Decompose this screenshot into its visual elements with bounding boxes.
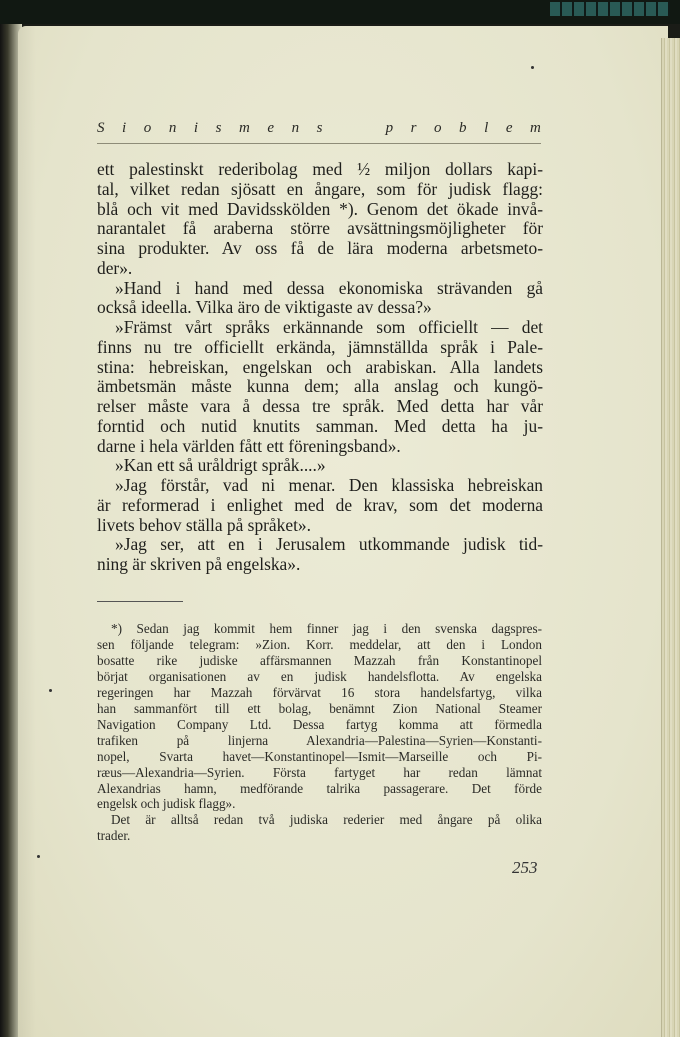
text-line: tal, vilket redan sjösatt en ångare, som för judisk flagg:	[97, 178, 543, 199]
footnote-line: Det är alltså redan två judiska rederier med ångare på olika	[111, 812, 542, 828]
footnote-line: nopel, Svarta havet—Konstantinopel—Ismit—Marseille och Pi-	[97, 748, 542, 764]
text-line: »Kan ett så uråldrigt språk....»	[115, 455, 326, 476]
text-line: blå och vit med Davidsskölden *). Genom det ökade invå-	[97, 198, 543, 219]
text-line: »Hand i hand med dessa ekonomiska strävanden gå	[115, 277, 543, 298]
text-line: »Jag ser, att en i Jerusalem utkommande judisk tid-	[115, 534, 543, 555]
text-line: »Främst vårt språks erkännande som officiellt — det	[115, 317, 543, 337]
running-head-letter: e	[267, 120, 275, 136]
running-head-letter: i	[193, 120, 199, 136]
page-number: 253	[512, 858, 538, 877]
text-line: sina produkter. Av oss få de lära moderna arbetsmeto-	[97, 238, 543, 258]
running-head-letter: s	[316, 120, 323, 136]
running-head-letter: s	[215, 120, 222, 136]
footnote-line: Navigation Company Ltd. Dessa fartyg komma att förmedla	[97, 716, 542, 732]
footnote-line: börjat organisationen av en judisk handelsflotta. Av engelska	[97, 668, 542, 684]
running-head-letter: o	[434, 120, 442, 136]
footnote-line: *) Sedan jag kommit hem finner jag i den svenska dagspres-	[111, 621, 542, 636]
footnote-line: regeringen har Mazzah förvärvat 16 stora handelsfartyg, vilka	[97, 684, 542, 700]
text-line: också ideella. Vilka äro de viktigaste av dessa?»	[97, 297, 432, 318]
running-head	[97, 120, 541, 144]
footnote-line: engelsk och judisk flagg».	[97, 796, 236, 812]
text-line: livets behov ställa på språket».	[97, 514, 311, 535]
running-head-letter: m	[530, 120, 541, 136]
footnote	[97, 621, 542, 844]
running-head-letter: S	[97, 120, 105, 136]
page-speck	[531, 66, 534, 69]
footnote-rule	[97, 601, 183, 602]
footnote-line: sen följande telegram: »Zion. Korr. meddelar, att den i London	[97, 636, 542, 652]
text-line: finns nu tre officiellt erkända, jämnställda språk i Pale-	[97, 336, 543, 357]
body-text	[97, 160, 543, 575]
running-head-letter: l	[484, 120, 489, 136]
text-line: relser måste vara å dessa tre språk. Med detta har vår	[97, 396, 543, 416]
running-head-letter: n	[291, 120, 300, 136]
running-head-letter: r	[410, 120, 417, 136]
footnote-line: Alexandrias hamn, medförande talrika passagerare. Det förde	[97, 780, 542, 796]
running-head-letter: e	[505, 120, 513, 136]
footnote-line: bosatte rike judiske affärsmannen Mazzah från Konstantinopel	[97, 652, 542, 668]
page-stack-edge	[661, 38, 680, 1037]
text-line: narantalet få araberna större avsättningsmöjligheter för	[97, 218, 543, 239]
page-speck	[37, 855, 40, 858]
text-line: ämbetsmän måste kunna dem; alla anslag och kungö-	[97, 376, 543, 397]
text-line: ning är skriven på engelska».	[97, 554, 301, 574]
footnote-line: trader.	[97, 828, 131, 844]
footnote-line: ræus—Alexandria—Syrien. Första fartyget har redan lämnat	[97, 764, 542, 780]
text-line: ett palestinskt rederibolag med ½ miljon dollars kapi-	[97, 159, 543, 179]
scanner-top-strip	[0, 0, 680, 24]
text-line: är reformerad i enlighet med de krav, som det moderna	[97, 494, 543, 515]
running-head-letter: o	[143, 120, 152, 136]
text-line: »Jag förstår, vad ni menar. Den klassiska hebreiskan	[115, 475, 543, 495]
running-head-letter: n	[168, 120, 177, 136]
text-line: stina: hebreiskan, engelskan och arabiskan. Alla landets	[97, 356, 543, 377]
page-speck	[49, 689, 52, 692]
running-head-letter: m	[238, 120, 250, 136]
running-head-letter: i	[122, 120, 127, 136]
running-head-letter: p	[385, 120, 394, 136]
footnote-line: trafiken på linjerna Alexandria—Palestina—Syrien—Konstanti-	[97, 732, 542, 748]
footnote-line: han sammanfört till ett bolag, benämnt Zion National Steamer	[97, 700, 542, 716]
running-head-letter: b	[459, 120, 467, 136]
text-line: der».	[97, 257, 133, 278]
text-line: forntid och nutid knutits samman. Med detta ha ju-	[97, 415, 543, 436]
text-line: darne i hela världen fått ett föreningsband».	[97, 435, 401, 456]
